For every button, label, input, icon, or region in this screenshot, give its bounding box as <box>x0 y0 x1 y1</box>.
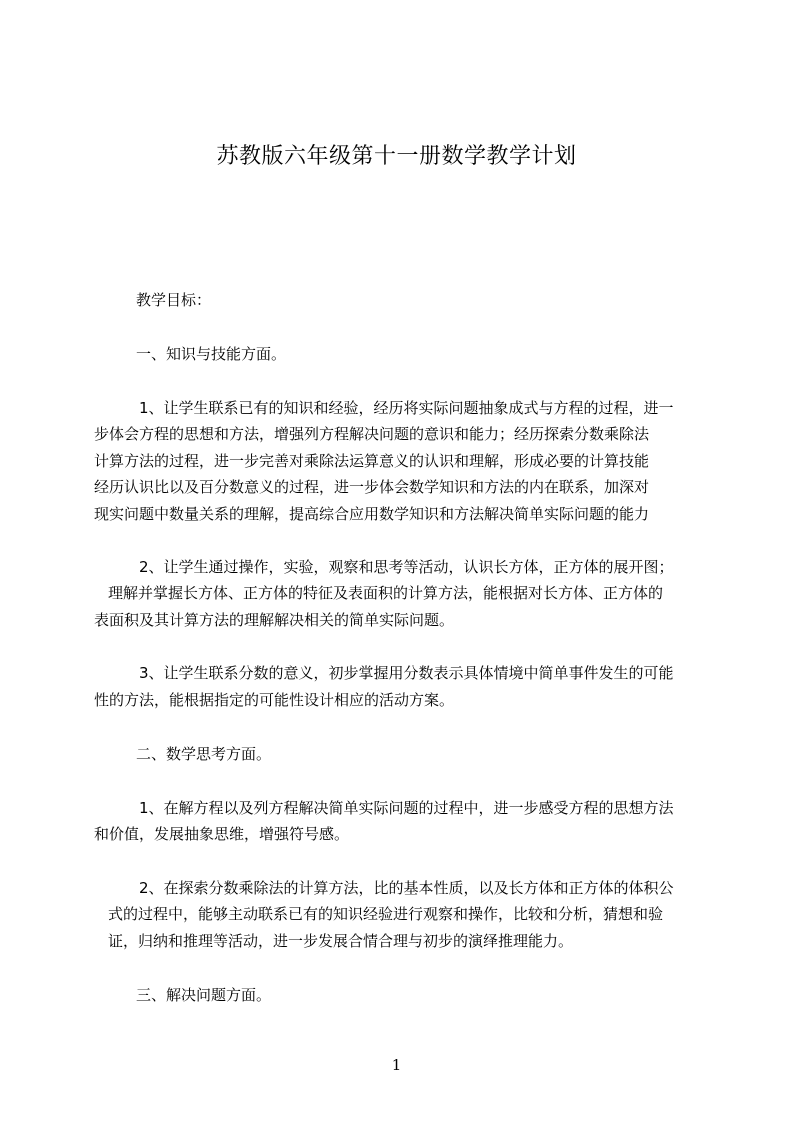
paragraph-line: 2、在探索分数乘除法的计算方法，比的基本性质，以及长方体和正方体的体积公 <box>139 879 674 897</box>
paragraph-line: 经历认识比以及百分数意义的过程，进一步体会数学知识和方法的内在联系，加深对 <box>94 478 650 496</box>
page-number: 1 <box>391 1056 402 1074</box>
paragraph-line: 3、让学生联系分数的意义，初步掌握用分数表示具体情境中简单事件发生的可能 <box>139 664 674 682</box>
section-heading-problem-solving: 三、解决问题方面。 <box>136 986 272 1004</box>
paragraph-line: 证，归纳和推理等活动，进一步发展合情合理与初步的演绎推理能力。 <box>108 932 574 950</box>
paragraph-line: 2、让学生通过操作，实验，观察和思考等活动，认识长方体，正方体的展开图； <box>139 558 674 576</box>
paragraph-line: 和价值，发展抽象思维，增强符号感。 <box>94 825 350 843</box>
paragraph-line: 1、在解方程以及列方程解决简单实际问题的过程中，进一步感受方程的思想方法 <box>139 799 674 817</box>
document-title: 苏教版六年级第十一册数学教学计划 <box>216 144 577 169</box>
paragraph-line: 步体会方程的思想和方法，增强列方程解决问题的意识和能力；经历探索分数乘除法 <box>94 425 650 443</box>
section-heading-knowledge-skills: 一、知识与技能方面。 <box>136 345 287 363</box>
paragraph-line: 表面积及其计算方法的理解解决相关的简单实际问题。 <box>94 611 455 629</box>
paragraph-line: 1、让学生联系已有的知识和经验，经历将实际问题抽象成式与方程的过程，进一 <box>139 399 674 417</box>
paragraph-line: 性的方法，能根据指定的可能性设计相应的活动方案。 <box>94 691 455 709</box>
section-heading-math-thinking: 二、数学思考方面。 <box>136 745 272 763</box>
paragraph-line: 现实问题中数量关系的理解，提高综合应用数学知识和方法解决简单实际问题的能力 <box>94 505 650 523</box>
paragraph-line: 理解并掌握长方体、正方体的特征及表面积的计算方法，能根据对长方体、正方体的 <box>108 584 664 602</box>
paragraph-line: 式的过程中，能够主动联系已有的知识经验进行观察和操作，比较和分析，猜想和验 <box>108 905 664 923</box>
section-heading-teaching-goals: 教学目标： <box>136 291 212 309</box>
paragraph-line: 计算方法的过程，进一步完善对乘除法运算意义的认识和理解，形成必要的计算技能 <box>94 452 650 470</box>
